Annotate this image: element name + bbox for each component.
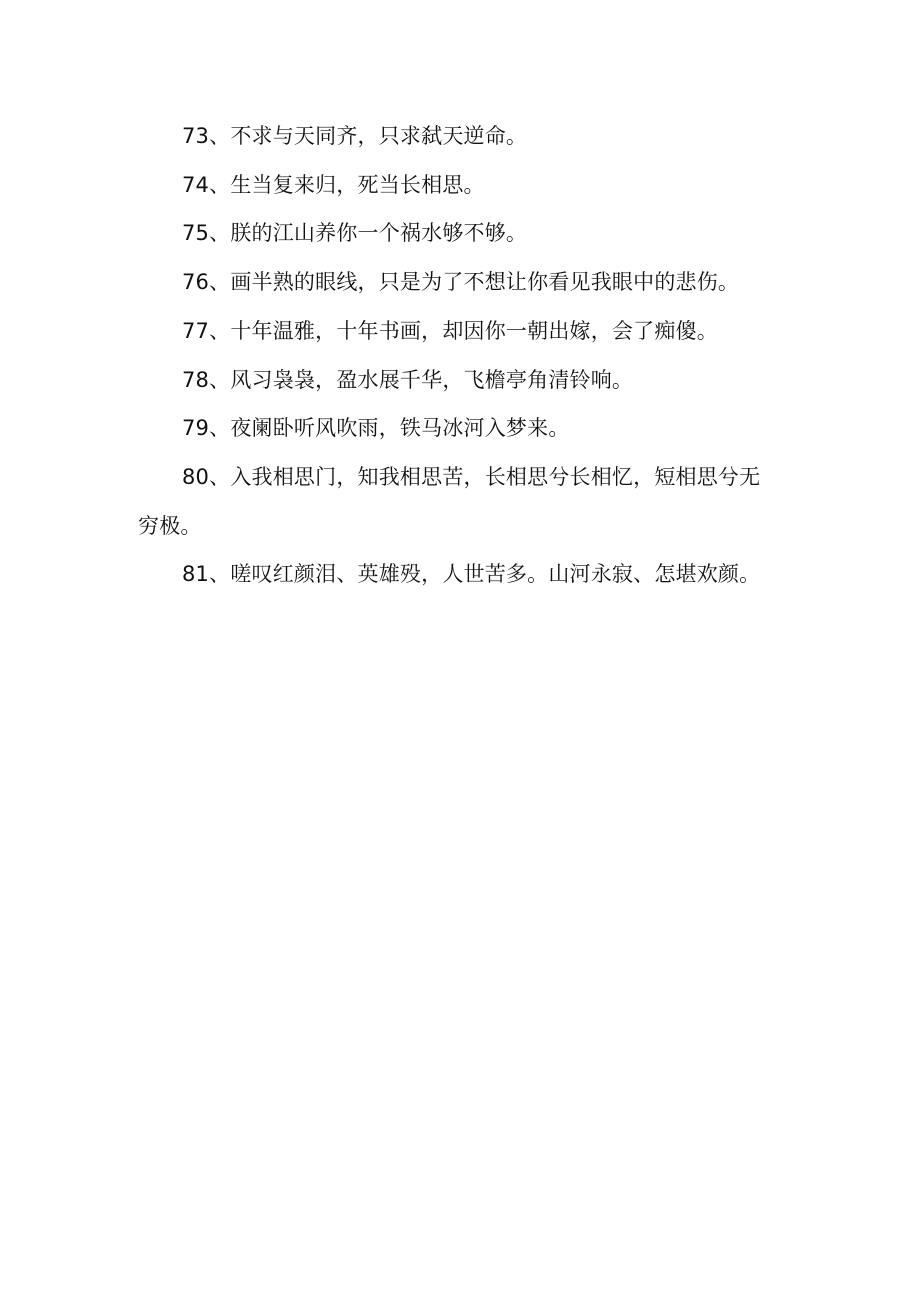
- quote-77: 77、十年温雅，十年书画，却因你一朝出嫁，会了痴傻。: [182, 318, 718, 343]
- quote-list: [138, 112, 778, 599]
- quote-79: 79、夜阑卧听风吹雨，铁马冰河入梦来。: [182, 416, 570, 441]
- quote-81: 81、嗟叹红颜泪、英雄殁，人世苦多。山河永寂、怎堪欢颜。: [182, 562, 761, 587]
- quote-76: 76、画半熟的眼线，只是为了不想让你看见我眼中的悲伤。: [182, 270, 740, 295]
- quote-73: 73、不求与天同齐，只求弑天逆命。: [182, 124, 528, 148]
- quote-75: 75、朕的江山养你一个祸水够不够。: [182, 221, 528, 246]
- quote-80: 80、入我相思门，知我相思苦，长相思兮长相忆，短相思兮无穷极。: [138, 464, 761, 538]
- quote-78: 78、风习袅袅，盈水展千华，飞檐亭角清铃响。: [182, 367, 634, 392]
- quote-74: 74、生当复来归，死当长相思。: [182, 172, 485, 197]
